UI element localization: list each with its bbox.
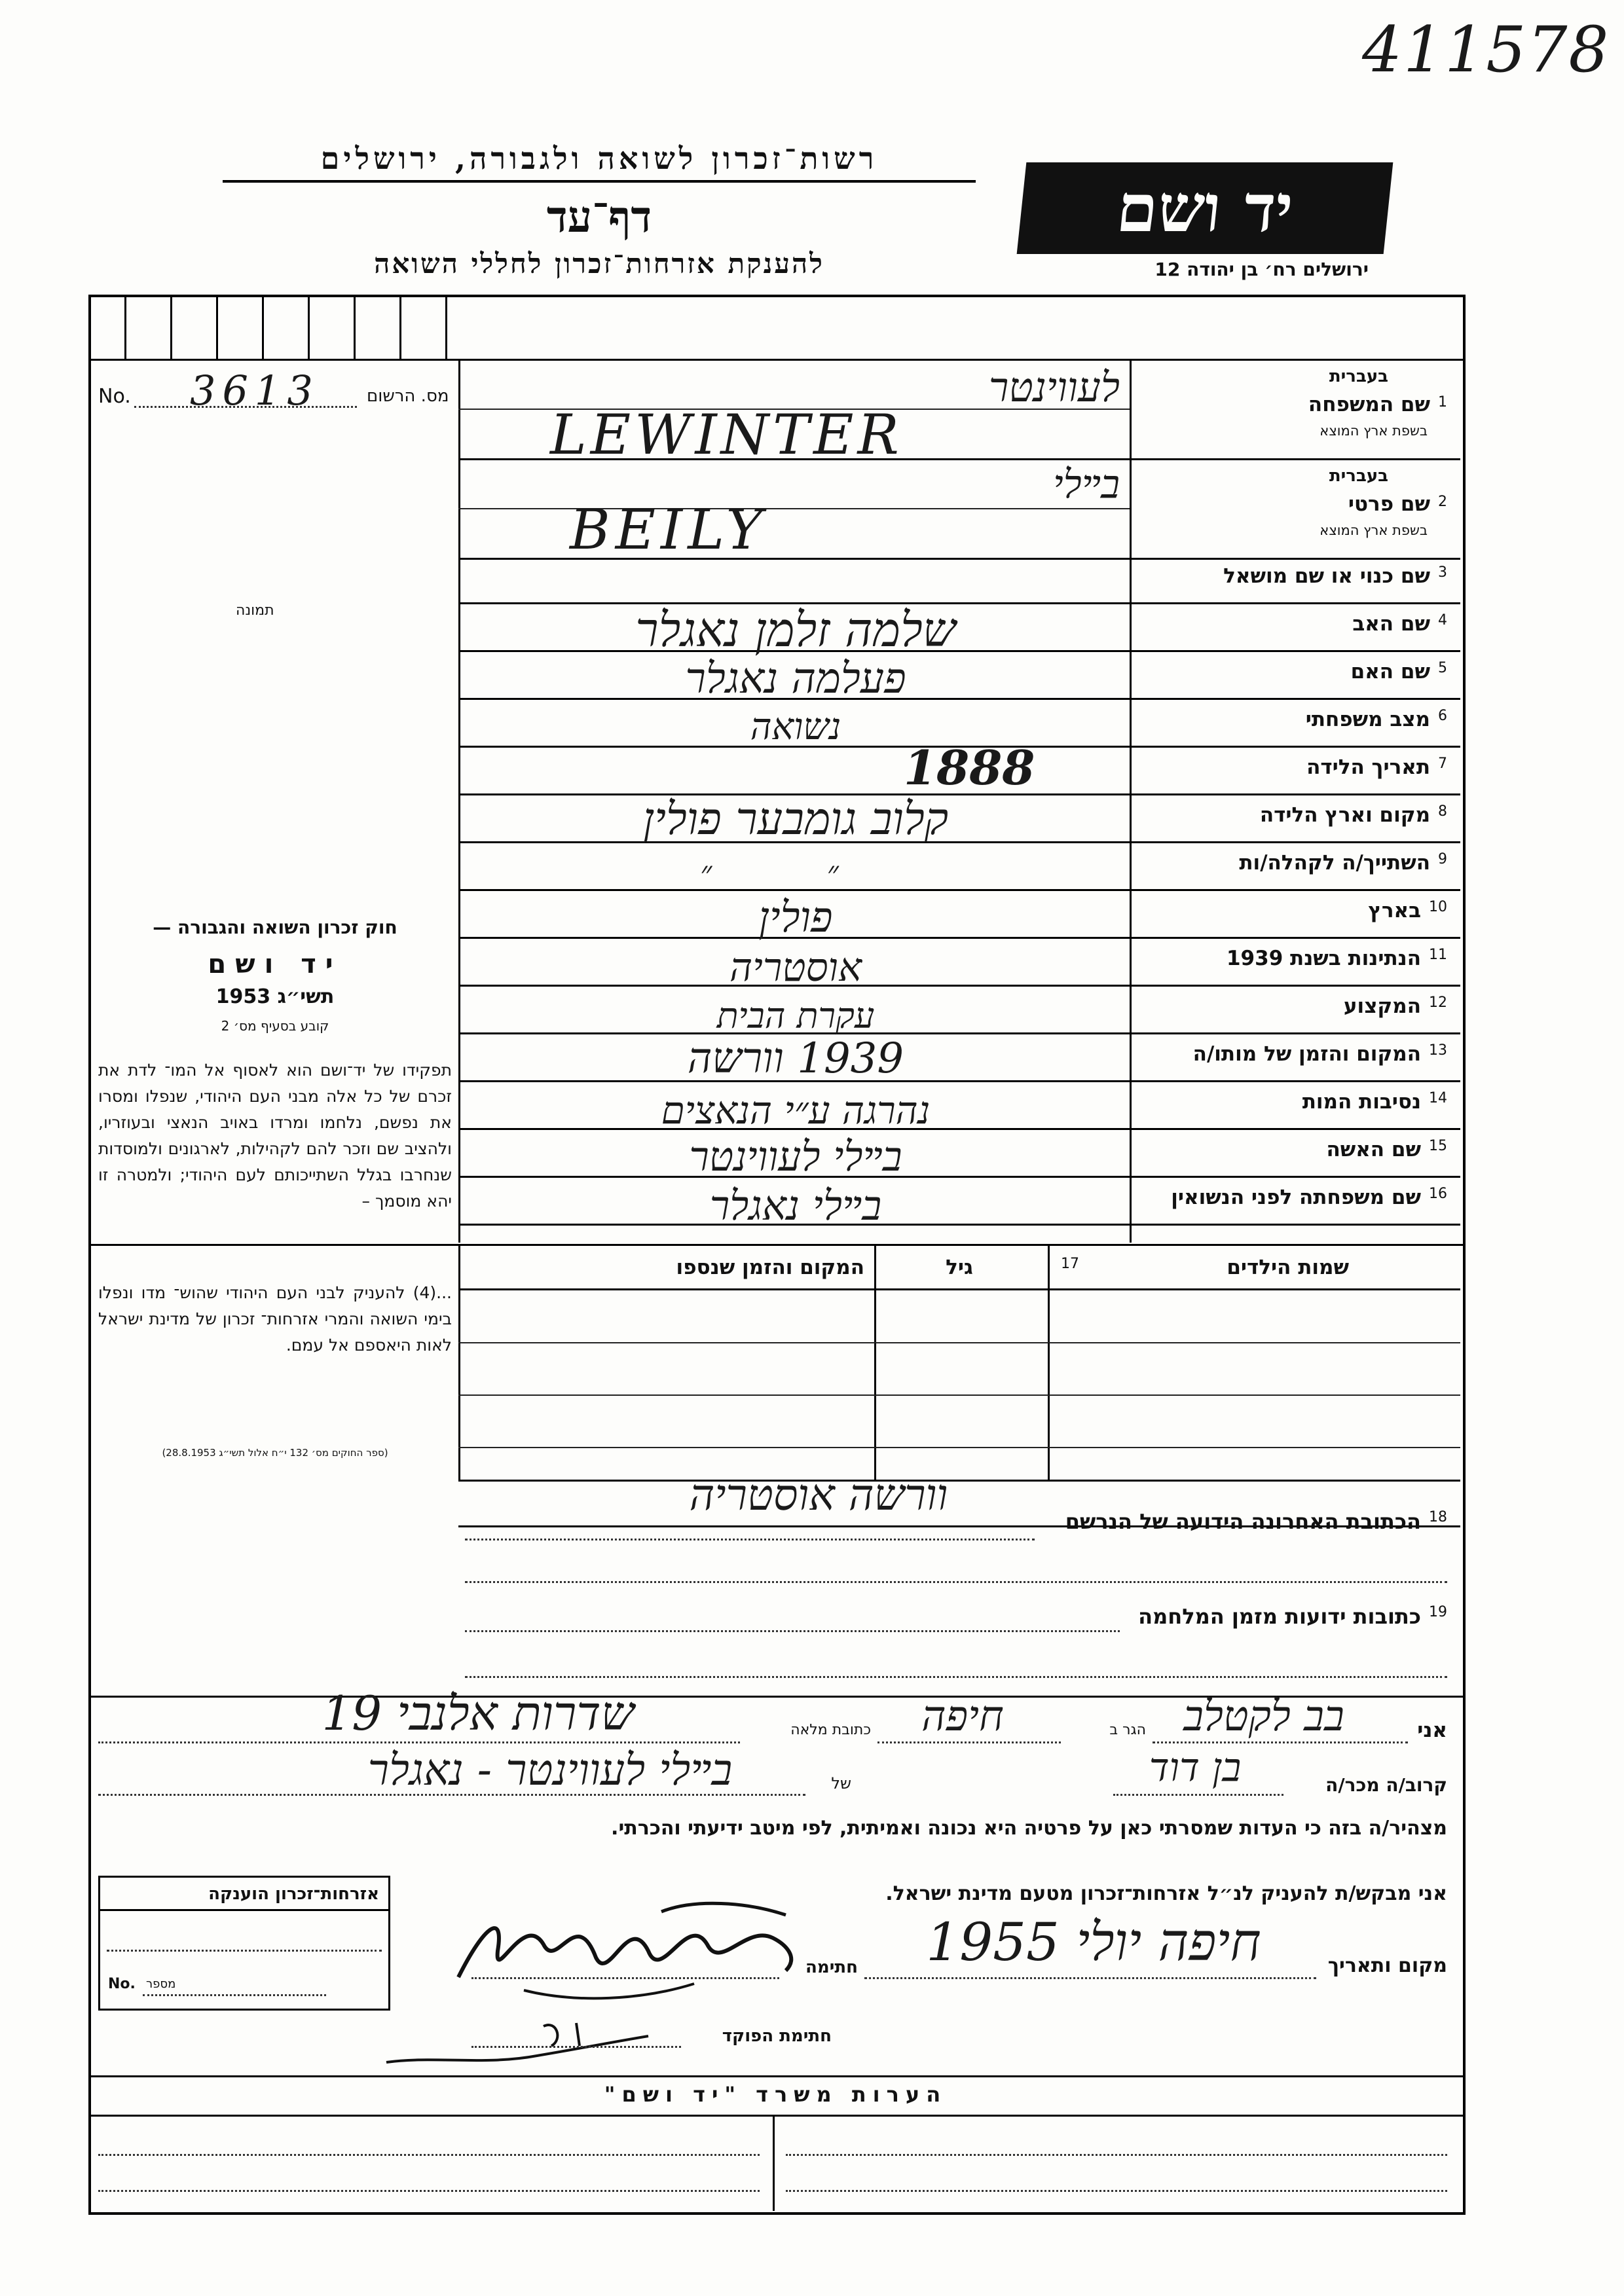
document-number: 411578 <box>1362 13 1610 86</box>
field-number: 10 <box>1429 899 1447 915</box>
field-number: 12 <box>1429 994 1447 1011</box>
label-father <box>1139 612 1447 636</box>
declarant-address: שדרות אלנבי 19 <box>322 1686 635 1741</box>
field-number: 2 <box>1438 494 1447 510</box>
value-mother: פעלמה נאגלר <box>685 655 906 703</box>
field-number: 13 <box>1429 1042 1447 1059</box>
field-label: מצב משפחתי <box>1305 708 1430 731</box>
field-number: 7 <box>1438 756 1447 772</box>
value-last-address: וורשה אוסטריה <box>689 1470 948 1520</box>
field-number: 3 <box>1438 564 1447 581</box>
field-label: שם כנוי או שם מושאל <box>1223 564 1430 588</box>
field-label: שם משפחתה לפני הנשואין <box>1171 1186 1421 1209</box>
value-profession: עקרת הבית <box>716 995 875 1036</box>
relation-of-value: בײלי לעווינטר - נאגלר <box>367 1745 733 1795</box>
surname-hebrew: לעווינטר <box>988 363 1120 411</box>
official-signature <box>380 2016 655 2069</box>
label-nationality <box>1139 947 1447 970</box>
field-number: 6 <box>1438 708 1447 724</box>
official-signature-label: חתימת הפוקד <box>722 2026 832 2046</box>
surname-origin: LEWINTER <box>550 403 903 467</box>
law-clause: קובע בסעיף מס׳ 2 <box>221 1018 329 1034</box>
decl-statement-2: אני מבקש/ת להעניק לנ״ל אזרחות־זכרון מטעם מדינת ישראל. <box>885 1882 1447 1905</box>
field-label: תאריך הלידה <box>1306 756 1430 779</box>
field-number: 18 <box>1429 1509 1447 1525</box>
field-number: 1 <box>1438 394 1447 410</box>
value-circumstances: נהרגה ע״י הנאצים <box>661 1088 931 1133</box>
field-label: בארץ <box>1368 899 1421 922</box>
page-subtitle: להענקת אזרחות־זכרון לחללי השואה <box>374 247 824 280</box>
declarant-signature <box>445 1886 812 2010</box>
value-community: ״ ״ <box>700 854 891 891</box>
field-label: שם האם <box>1350 660 1430 683</box>
authority-name: רשות־זכרון לשואה ולגבורה, ירושלים <box>223 141 976 183</box>
label-community <box>1139 851 1447 875</box>
award-number-label: מספר <box>146 1977 176 1991</box>
value-marital: נשואה <box>750 706 841 748</box>
field-label: המקצוע <box>1343 994 1421 1018</box>
value-birthplace: קלוב גומבער פולין <box>642 793 949 845</box>
place-date-value: חיפה יולי 1955 <box>926 1912 1261 1973</box>
col-child-names <box>1061 1256 1447 1279</box>
value-father: שלמה זלמן נאגלר <box>635 602 956 657</box>
field-label: שם האב <box>1352 612 1430 636</box>
value-maiden-name: בײלי נאגלר <box>709 1182 882 1230</box>
signature-label: חתימה <box>805 1958 858 1977</box>
col-child-age: גיל <box>946 1256 973 1279</box>
law-text-clause4: ...(4) להעניק לבני העם היהודי שהוש־ מדו ונפלו בימי השואה והמרי אזרחות־ זכרון של מדינת ישראל לאות היאספם אל עמם. <box>98 1283 452 1355</box>
law-title: חוק זכרון השואה והגבורה — <box>153 917 397 938</box>
photo-label: תמונה <box>236 602 274 619</box>
firstname-origin: BEILY <box>570 498 768 562</box>
field-label: הכתובת האחרונה הידועה של הנרשם <box>1065 1509 1421 1534</box>
field-label: מקום וארץ הלידה <box>1259 803 1430 827</box>
award-box <box>98 1876 390 2011</box>
value-birthdate: 1888 <box>904 740 1035 795</box>
label-birthdate <box>1139 756 1447 779</box>
value-death: 1939 וורשה <box>687 1034 904 1083</box>
reg-no-label: מס. הרשום <box>367 386 449 406</box>
field-number: 14 <box>1429 1090 1447 1106</box>
col-label: שמות הילדים <box>1227 1256 1349 1279</box>
sub-hebrew: בעברית <box>1329 466 1388 486</box>
law-name: יד ושם <box>208 949 342 979</box>
declarant-city: חיפה <box>921 1692 1004 1741</box>
field-number: 19 <box>1429 1604 1447 1620</box>
field-number: 11 <box>1429 947 1447 963</box>
label-surname <box>1139 367 1447 439</box>
field-number: 8 <box>1438 803 1447 820</box>
value-country: פולין <box>758 894 833 942</box>
notes-divider <box>88 2075 1463 2077</box>
label-profession <box>1139 994 1447 1018</box>
decl-statement-1: מצהיר/ה בזה כי העדות שמסרתי כאן על פרטיה היא נכונה ואמיתית, לפי מיטב ידיעתי והכרתי. <box>611 1817 1447 1840</box>
field-label: שם פרטי <box>1348 492 1430 516</box>
field-label: המקום והזמן של מותו/ה <box>1192 1042 1421 1066</box>
field-label: נסיבות המות <box>1302 1090 1421 1114</box>
decl-ani: אני <box>1417 1719 1447 1742</box>
label-marital <box>1139 708 1447 731</box>
sub-origin: בשפת ארץ המוצא <box>1320 522 1428 538</box>
field-label: שם המשפחה <box>1308 393 1430 416</box>
label-birthplace <box>1139 803 1447 827</box>
label-mother <box>1139 660 1447 683</box>
sub-origin: בשפת ארץ המוצא <box>1320 423 1428 439</box>
field-label: שם האשה <box>1326 1138 1421 1161</box>
reg-no-value: 3613 <box>190 367 320 414</box>
field-label: הנתינות בשנת 1939 <box>1226 947 1421 970</box>
label-maiden-name <box>1139 1186 1447 1209</box>
decl-resides-label: הגר ב <box>1109 1722 1146 1738</box>
relation-value: בן דוד <box>1149 1745 1242 1791</box>
field-number: 9 <box>1438 851 1447 867</box>
page-title: דף־עד <box>546 191 652 242</box>
sub-hebrew: בעברית <box>1329 367 1388 386</box>
office-notes-title: הערות משרד "יד ושם" <box>604 2082 948 2107</box>
label-alias <box>1139 564 1447 588</box>
decl-of-label: של <box>831 1774 851 1793</box>
law-text: תפקידו של יד־ושם הוא לאסוף אל המו־ לדת את זכרם של כל אלה מבני העם היהודי, שנפלו ומסרו את נפשם, נלחמו ומרדו באויב הנאצי ובעוזריו, ולהציב שם וזכר להם לקהילות, לארגונים ולמוסדות שנחרבו בגלל השתייכותם לעם היהודי; ולמטרה זו יהא מוסמך – <box>98 1061 452 1211</box>
label-country <box>1139 899 1447 922</box>
award-no: No. <box>108 1976 136 1992</box>
value-wife: בײלי לעווינטר <box>689 1133 902 1180</box>
field-label: השתייך/ה לקהלה/ות <box>1239 851 1430 875</box>
reg-no-prefix: No. <box>98 385 131 408</box>
field-number: 4 <box>1438 612 1447 629</box>
law-year: תשי״ג 1953 <box>215 985 335 1008</box>
label-wartime-addresses <box>1113 1604 1447 1629</box>
col-child-place: המקום והזמן שנספו <box>676 1256 864 1279</box>
label-death-circumstances <box>1139 1090 1447 1114</box>
yad-vashem-logo <box>1017 162 1393 254</box>
law-reference: (ספר החוקים מס׳ 132 י״ח אלול תשי״ג 28.8.1953) <box>162 1447 388 1459</box>
decl-address-label: כתובת מלאה <box>790 1722 871 1738</box>
award-box-title: אזרחות־זכרון הוענקה <box>100 1878 388 1911</box>
firstname-hebrew: בײלי <box>1052 462 1120 507</box>
label-wife <box>1139 1138 1447 1161</box>
field-number: 5 <box>1438 660 1447 676</box>
field-number: 15 <box>1429 1138 1447 1154</box>
decl-relation-label: קרוב/ה מכר/ה <box>1325 1774 1447 1796</box>
value-nationality: אוסטריה <box>729 945 862 991</box>
declarant-name: בב לקטלב <box>1183 1692 1344 1741</box>
label-death-place <box>1139 1042 1447 1066</box>
label-firstname <box>1139 466 1447 538</box>
place-date-label: מקום ותאריך <box>1327 1954 1447 1977</box>
logo-text: יד ושם <box>1113 170 1297 247</box>
field-number: 16 <box>1429 1186 1447 1202</box>
header-address: ירושלים רח׳ בן יהודה 12 <box>1154 259 1369 280</box>
field-label: כתובות ידועות מזמן המלחמה <box>1138 1604 1421 1629</box>
field-number: 17 <box>1061 1256 1079 1272</box>
